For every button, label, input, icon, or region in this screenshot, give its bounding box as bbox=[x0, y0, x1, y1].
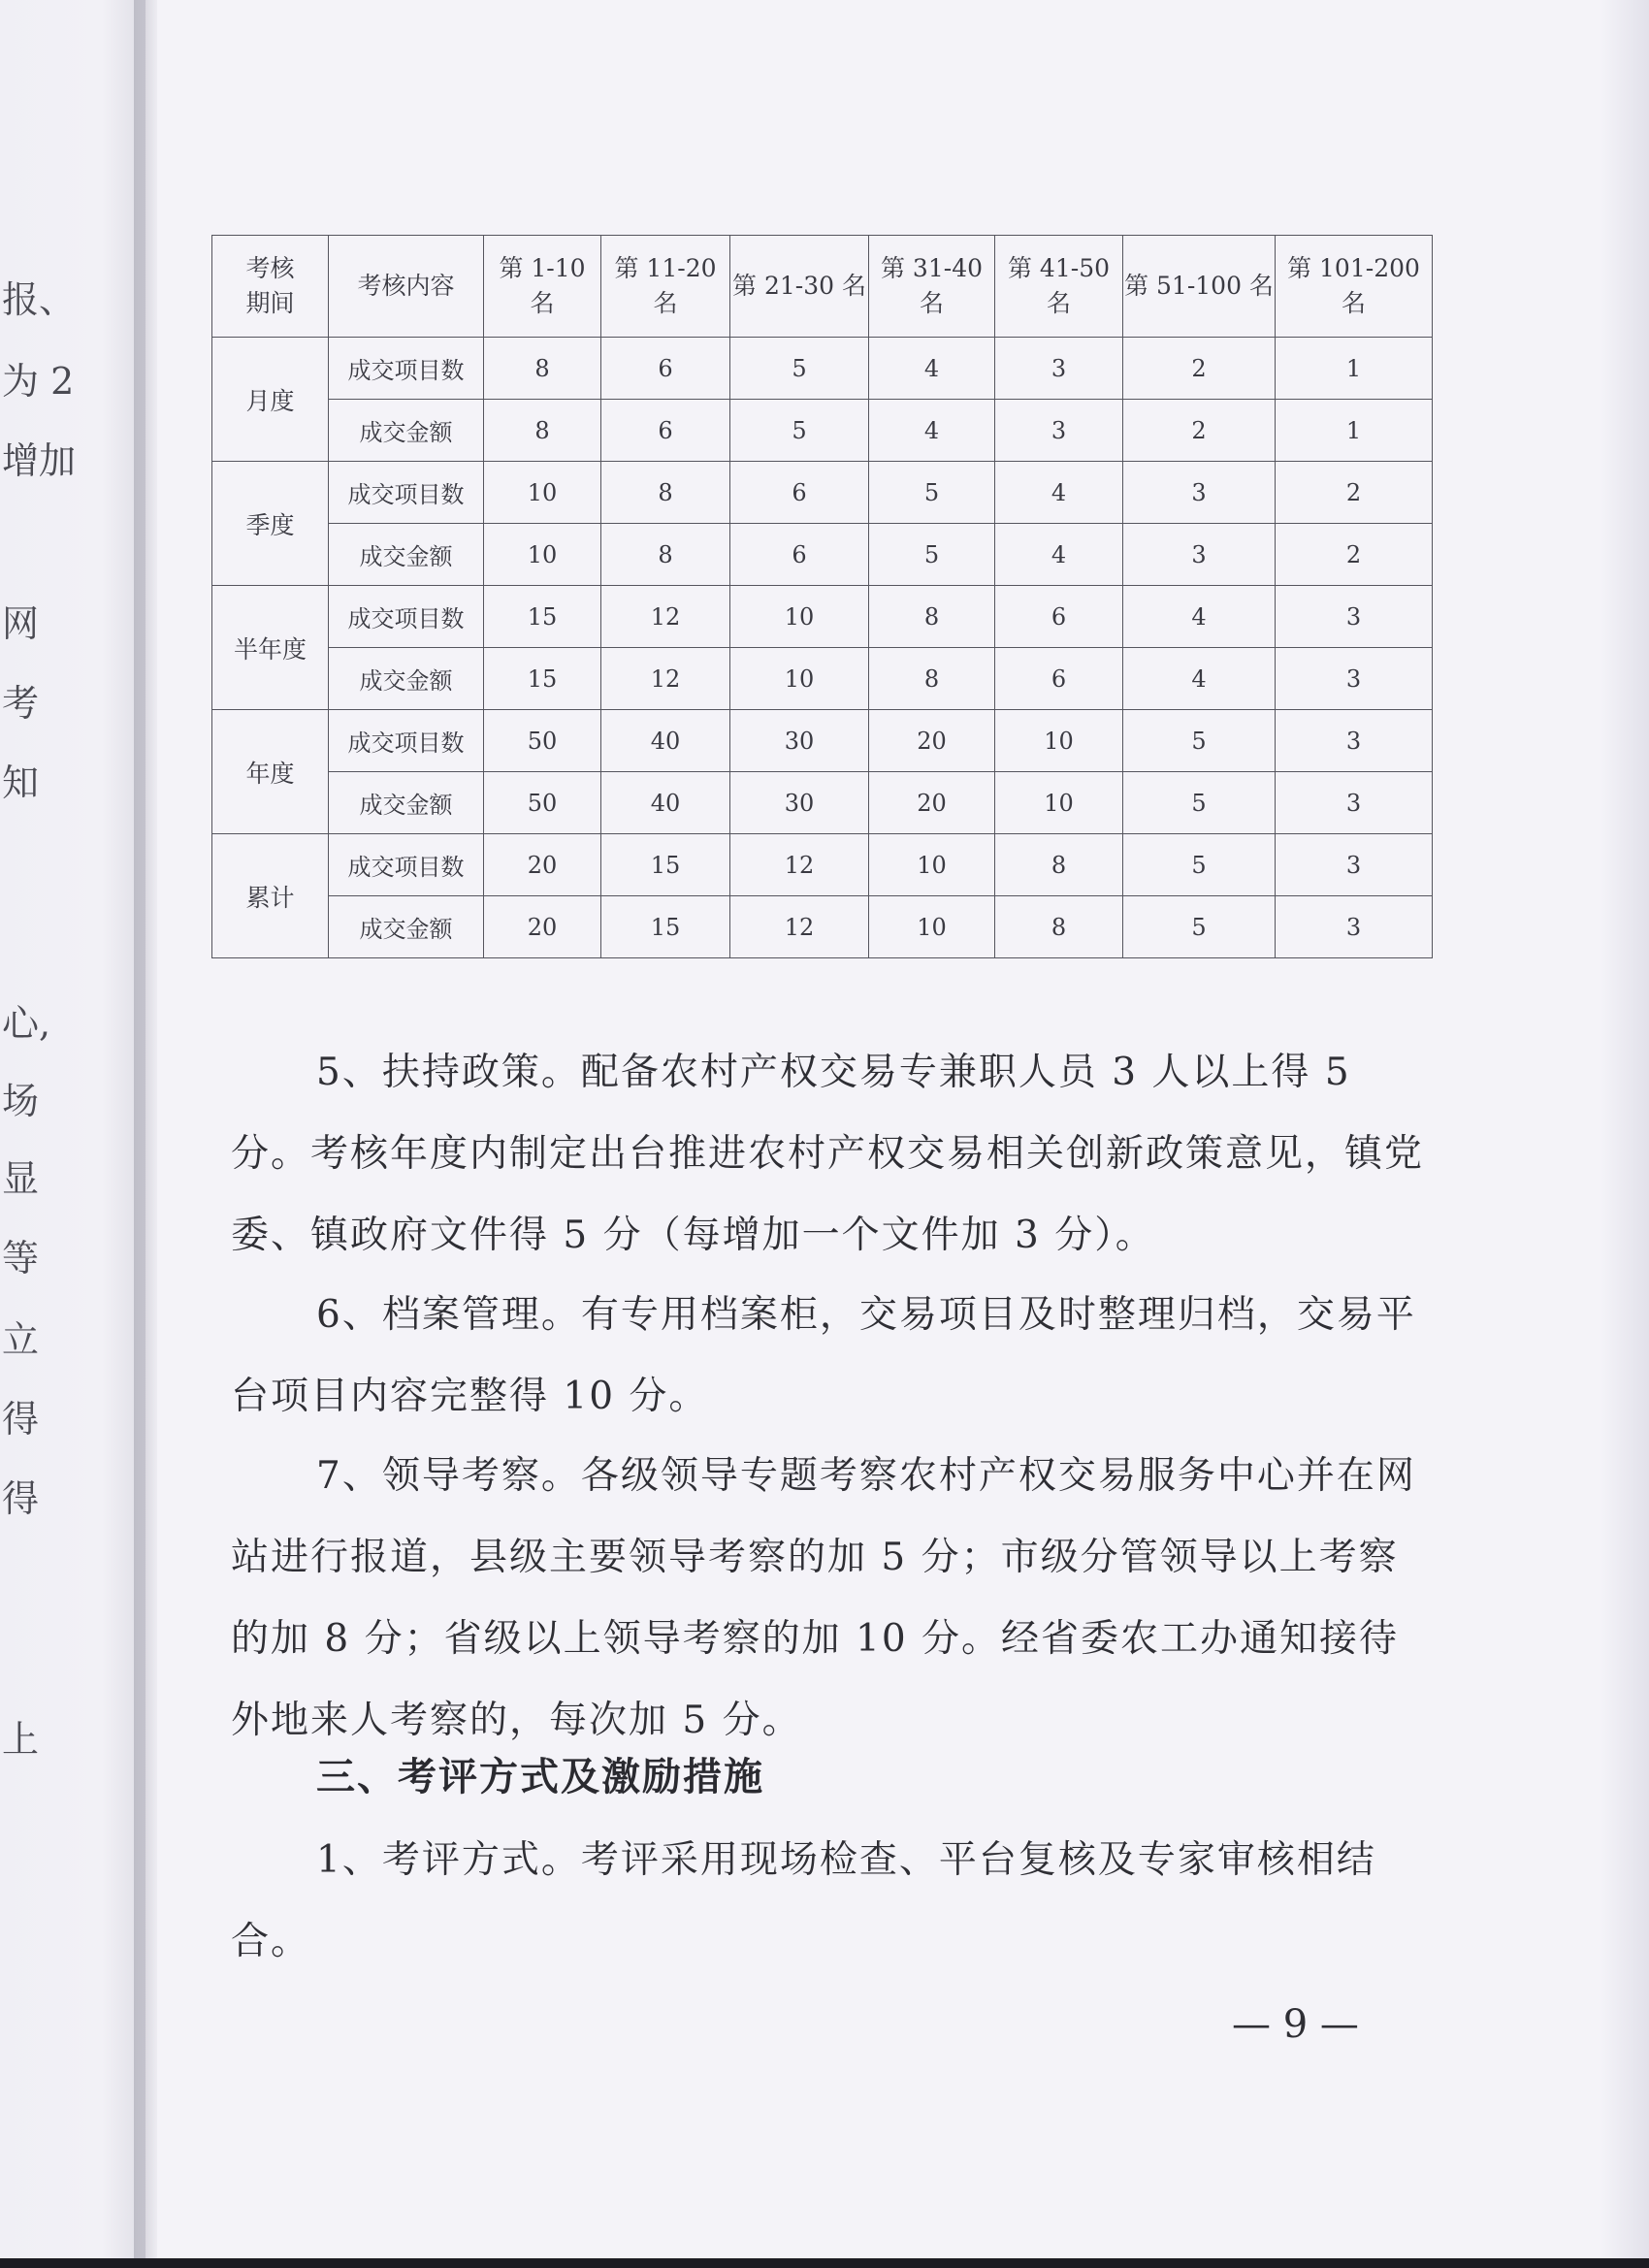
value-cell: 3 bbox=[1276, 772, 1433, 834]
paragraph-evaluation-method: 1、考评方式。考评采用现场检查、平台复核及专家审核相结合。 bbox=[231, 1838, 1376, 1963]
content-cell: 成交金额 bbox=[329, 772, 484, 834]
margin-fragment: 为 2 bbox=[2, 360, 75, 403]
value-cell: 2 bbox=[1123, 400, 1276, 462]
value-cell: 50 bbox=[484, 772, 601, 834]
header-period: 考核 期间 bbox=[212, 236, 329, 338]
margin-fragment: 增加 bbox=[2, 439, 77, 482]
period-cell: 月度 bbox=[212, 338, 329, 462]
period-cell: 季度 bbox=[212, 462, 329, 586]
section-heading-evaluation: 三、考评方式及激励措施 bbox=[316, 1755, 764, 1799]
table-row bbox=[212, 710, 1433, 772]
content-cell: 成交金额 bbox=[329, 524, 484, 586]
value-cell: 30 bbox=[730, 710, 869, 772]
value-cell: 5 bbox=[869, 524, 995, 586]
value-cell: 12 bbox=[601, 648, 730, 710]
ranking-score-table bbox=[211, 235, 1433, 958]
value-cell: 30 bbox=[730, 772, 869, 834]
value-cell: 3 bbox=[1123, 462, 1276, 524]
value-cell: 1 bbox=[1276, 338, 1433, 400]
previous-page-fragments bbox=[0, 0, 146, 2268]
page-right-edge bbox=[1600, 0, 1649, 2268]
value-cell: 3 bbox=[995, 338, 1123, 400]
table-row bbox=[212, 338, 1433, 400]
value-cell: 10 bbox=[869, 896, 995, 958]
margin-fragment: 报、 bbox=[2, 278, 77, 321]
table-header-row bbox=[212, 236, 1433, 338]
margin-fragment: 显 bbox=[2, 1157, 40, 1200]
value-cell: 4 bbox=[995, 462, 1123, 524]
period-cell: 年度 bbox=[212, 710, 329, 834]
margin-fragment: 知 bbox=[2, 761, 40, 804]
content-cell: 成交项目数 bbox=[329, 586, 484, 648]
table-row bbox=[212, 834, 1433, 896]
value-cell: 15 bbox=[484, 586, 601, 648]
value-cell: 15 bbox=[601, 834, 730, 896]
value-cell: 10 bbox=[730, 586, 869, 648]
header-rank: 第 1-10 名 bbox=[484, 236, 601, 338]
value-cell: 5 bbox=[1123, 772, 1276, 834]
value-cell: 20 bbox=[869, 772, 995, 834]
value-cell: 3 bbox=[1276, 834, 1433, 896]
margin-fragment: 立 bbox=[2, 1318, 40, 1361]
margin-fragment: 上 bbox=[2, 1718, 40, 1761]
content-cell: 成交项目数 bbox=[329, 834, 484, 896]
value-cell: 5 bbox=[730, 400, 869, 462]
value-cell: 8 bbox=[869, 586, 995, 648]
content-cell: 成交项目数 bbox=[329, 710, 484, 772]
value-cell: 8 bbox=[601, 524, 730, 586]
header-rank: 第 51-100 名 bbox=[1123, 236, 1276, 338]
table-row bbox=[212, 648, 1433, 710]
margin-fragment: 网 bbox=[2, 602, 40, 645]
value-cell: 3 bbox=[1276, 896, 1433, 958]
value-cell: 6 bbox=[601, 400, 730, 462]
value-cell: 3 bbox=[1123, 524, 1276, 586]
period-cell: 半年度 bbox=[212, 586, 329, 710]
value-cell: 20 bbox=[484, 834, 601, 896]
scan-bottom-bar bbox=[0, 2258, 1649, 2268]
value-cell: 10 bbox=[995, 772, 1123, 834]
value-cell: 5 bbox=[1123, 710, 1276, 772]
value-cell: 40 bbox=[601, 710, 730, 772]
value-cell: 20 bbox=[484, 896, 601, 958]
value-cell: 10 bbox=[995, 710, 1123, 772]
period-cell: 累计 bbox=[212, 834, 329, 958]
value-cell: 40 bbox=[601, 772, 730, 834]
content-cell: 成交金额 bbox=[329, 896, 484, 958]
value-cell: 10 bbox=[869, 834, 995, 896]
value-cell: 8 bbox=[869, 648, 995, 710]
value-cell: 4 bbox=[1123, 586, 1276, 648]
value-cell: 4 bbox=[995, 524, 1123, 586]
value-cell: 15 bbox=[601, 896, 730, 958]
table-row bbox=[212, 462, 1433, 524]
margin-fragment: 得 bbox=[2, 1398, 40, 1441]
value-cell: 10 bbox=[484, 524, 601, 586]
margin-fragment: 心, bbox=[2, 1002, 51, 1045]
value-cell: 8 bbox=[995, 896, 1123, 958]
table-row bbox=[212, 524, 1433, 586]
value-cell: 4 bbox=[1123, 648, 1276, 710]
value-cell: 6 bbox=[995, 648, 1123, 710]
value-cell: 5 bbox=[1123, 896, 1276, 958]
value-cell: 3 bbox=[1276, 710, 1433, 772]
content-cell: 成交金额 bbox=[329, 648, 484, 710]
header-rank: 第 11-20 名 bbox=[601, 236, 730, 338]
value-cell: 3 bbox=[995, 400, 1123, 462]
margin-fragment: 场 bbox=[2, 1080, 40, 1122]
value-cell: 12 bbox=[601, 586, 730, 648]
paragraph-leader-inspection: 7、领导考察。各级领导专题考察农村产权交易服务中心并在网站进行报道，县级主要领导考察的加 5 分；市级分管领导以上考察的加 8 分；省级以上领导考察的加 10 分。经省委农工办通知接待外地来人考察的，每次加 5 分。 bbox=[231, 1454, 1416, 1742]
value-cell: 6 bbox=[730, 462, 869, 524]
content-cell: 成交金额 bbox=[329, 400, 484, 462]
margin-fragment: 得 bbox=[2, 1477, 40, 1520]
value-cell: 10 bbox=[484, 462, 601, 524]
value-cell: 12 bbox=[730, 896, 869, 958]
header-rank: 第 101-200 名 bbox=[1276, 236, 1433, 338]
value-cell: 8 bbox=[601, 462, 730, 524]
value-cell: 8 bbox=[484, 338, 601, 400]
value-cell: 1 bbox=[1276, 400, 1433, 462]
margin-fragment: 等 bbox=[2, 1237, 40, 1280]
value-cell: 20 bbox=[869, 710, 995, 772]
page-number: — 9 — bbox=[1232, 2002, 1359, 2047]
value-cell: 10 bbox=[730, 648, 869, 710]
table-row bbox=[212, 896, 1433, 958]
header-rank: 第 21-30 名 bbox=[730, 236, 869, 338]
content-cell: 成交项目数 bbox=[329, 462, 484, 524]
content-cell: 成交项目数 bbox=[329, 338, 484, 400]
value-cell: 2 bbox=[1123, 338, 1276, 400]
value-cell: 50 bbox=[484, 710, 601, 772]
value-cell: 5 bbox=[730, 338, 869, 400]
value-cell: 3 bbox=[1276, 648, 1433, 710]
header-rank: 第 31-40 名 bbox=[869, 236, 995, 338]
value-cell: 5 bbox=[1123, 834, 1276, 896]
value-cell: 6 bbox=[730, 524, 869, 586]
paragraph-archive-management: 6、档案管理。有专用档案柜，交易项目及时整理归档，交易平台项目内容完整得 10 分。 bbox=[231, 1293, 1416, 1418]
table-row bbox=[212, 772, 1433, 834]
value-cell: 2 bbox=[1276, 524, 1433, 586]
value-cell: 8 bbox=[484, 400, 601, 462]
value-cell: 5 bbox=[869, 462, 995, 524]
header-rank: 第 41-50 名 bbox=[995, 236, 1123, 338]
header-content: 考核内容 bbox=[329, 236, 484, 338]
table-row bbox=[212, 400, 1433, 462]
paragraph-support-policy: 5、扶持政策。配备农村产权交易专兼职人员 3 人以上得 5 分。考核年度内制定出台推进农村产权交易相关创新政策意见，镇党委、镇政府文件得 5 分（每增加一个文件加 3 分）。 bbox=[231, 1051, 1425, 1257]
value-cell: 3 bbox=[1276, 586, 1433, 648]
value-cell: 12 bbox=[730, 834, 869, 896]
value-cell: 4 bbox=[869, 400, 995, 462]
value-cell: 2 bbox=[1276, 462, 1433, 524]
margin-fragment: 考 bbox=[2, 682, 40, 725]
value-cell: 8 bbox=[995, 834, 1123, 896]
value-cell: 15 bbox=[484, 648, 601, 710]
value-cell: 6 bbox=[995, 586, 1123, 648]
value-cell: 4 bbox=[869, 338, 995, 400]
table-row bbox=[212, 586, 1433, 648]
value-cell: 6 bbox=[601, 338, 730, 400]
